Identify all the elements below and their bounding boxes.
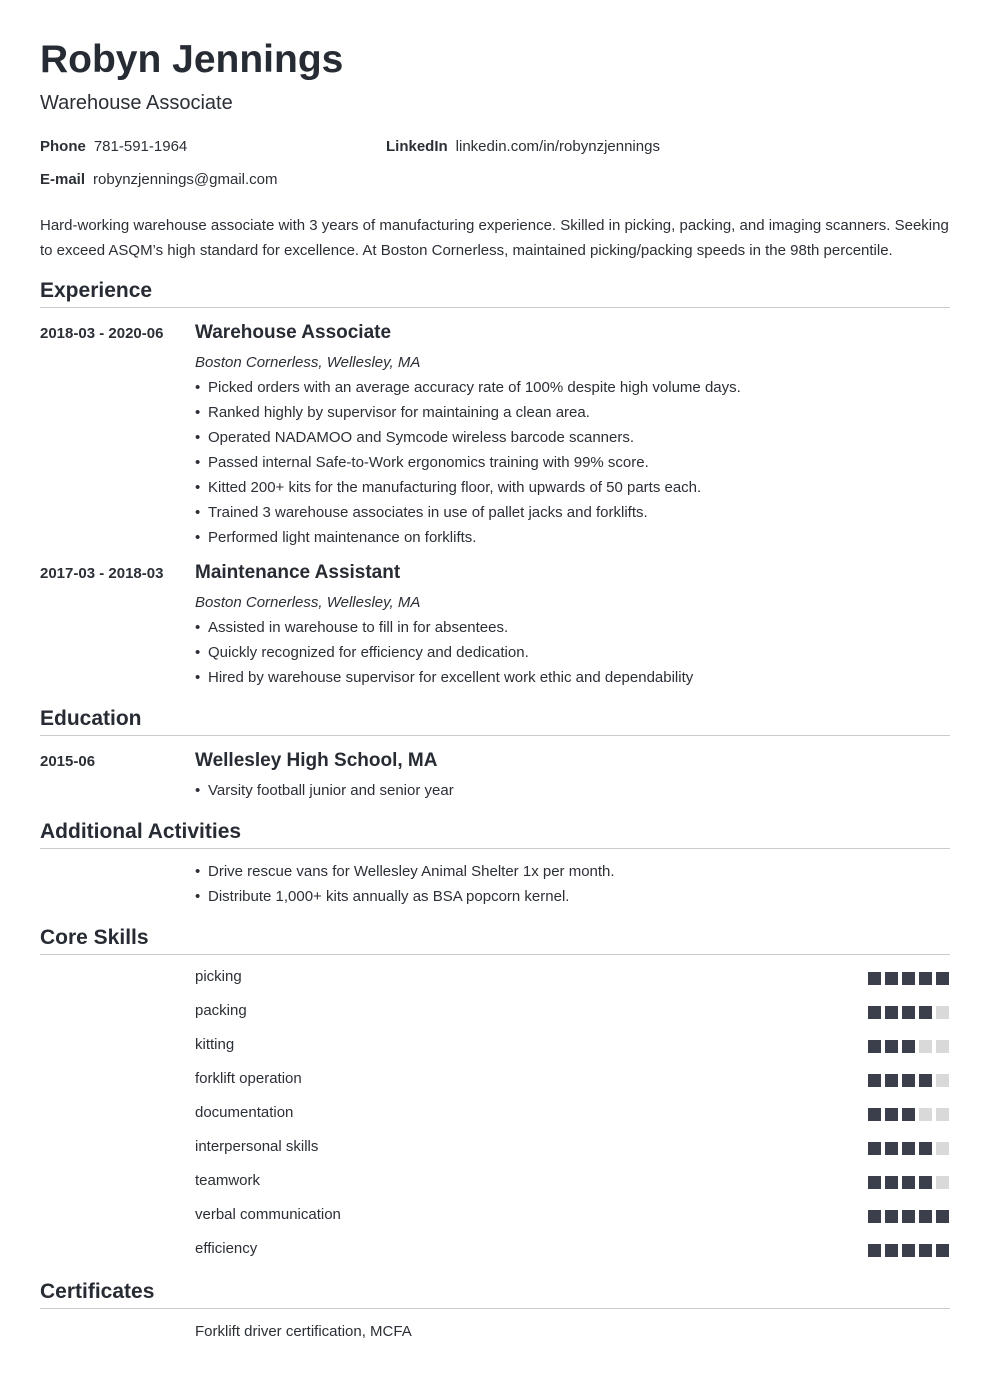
skill-name: forklift operation: [195, 1070, 302, 1087]
job-bullet: • Trained 3 warehouse associates in use of pallet jacks and forklifts.: [195, 500, 935, 525]
contact-email: [40, 171, 278, 189]
rating-square-filled: [868, 1176, 881, 1189]
rating-square-filled: [885, 1040, 898, 1053]
skill-row: [195, 1237, 950, 1271]
skill-rating: [868, 1040, 949, 1053]
skill-rating: [868, 1142, 949, 1155]
job-bullet: • Operated NADAMOO and Symcode wireless barcode scanners.: [195, 425, 935, 450]
rating-square-filled: [902, 1074, 915, 1087]
skill-name: verbal communication: [195, 1206, 341, 1223]
certificate-item: Forklift driver certification, MCFA: [195, 1323, 412, 1340]
rating-square-empty: [919, 1108, 932, 1121]
rating-square-filled: [868, 1244, 881, 1257]
rating-square-filled: [936, 972, 949, 985]
skill-rating: [868, 1006, 949, 1019]
skill-row: [195, 1067, 950, 1101]
rating-square-filled: [919, 1074, 932, 1087]
section-title-education: Education: [40, 707, 142, 730]
candidate-name: Robyn Jennings: [40, 38, 344, 81]
job-title: Warehouse Associate: [195, 322, 392, 343]
rating-square-filled: [919, 1210, 932, 1223]
job-title: Maintenance Assistant: [195, 562, 401, 583]
skill-name: teamwork: [195, 1172, 261, 1189]
rating-square-filled: [885, 1006, 898, 1019]
rating-square-filled: [885, 1142, 898, 1155]
rating-square-filled: [936, 1210, 949, 1223]
job-dates: 2018-03 - 2020-06: [40, 325, 164, 342]
rating-square-empty: [919, 1040, 932, 1053]
rating-square-filled: [902, 1210, 915, 1223]
job-bullet: • Performed light maintenance on forklifts.: [195, 525, 935, 550]
rating-square-filled: [868, 972, 881, 985]
skill-name: efficiency: [195, 1240, 258, 1257]
rating-square-filled: [868, 1040, 881, 1053]
summary-paragraph: Hard-working warehouse associate with 3 years of manufacturing experience. Skilled in picking, packing, and imaging scanners. Seeking to exceed ASQM’s high standard for excellence. At Boston Cornerless, maintained picking/packing speeds in the 98th percentile.: [40, 217, 949, 259]
section-title-certificates: Certificates: [40, 1280, 155, 1303]
job-bullet: • Passed internal Safe-to-Work ergonomics training with 99% score.: [195, 450, 935, 475]
rating-square-filled: [868, 1210, 881, 1223]
rating-square-filled: [885, 972, 898, 985]
email-link[interactable]: robynzjennings@gmail.com: [93, 171, 278, 188]
rating-square-filled: [919, 1006, 932, 1019]
rating-square-empty: [936, 1006, 949, 1019]
rating-square-filled: [936, 1244, 949, 1257]
linkedin-link[interactable]: linkedin.com/in/robynzjennings: [455, 138, 660, 155]
job-bullet: • Kitted 200+ kits for the manufacturing floor, with upwards of 50 parts each.: [195, 475, 935, 500]
rating-square-filled: [902, 1006, 915, 1019]
rating-square-filled: [885, 1210, 898, 1223]
skill-row: [195, 1203, 950, 1237]
skill-name: kitting: [195, 1036, 235, 1053]
contact-phone: [40, 138, 187, 156]
linkedin-label: LinkedIn: [386, 138, 448, 155]
section-divider: [40, 848, 950, 849]
skill-rating: [868, 1176, 949, 1189]
rating-square-filled: [902, 972, 915, 985]
activities-bullet-list: [195, 859, 935, 909]
education-bullet: • Varsity football junior and senior year: [195, 778, 935, 803]
section-title-experience: Experience: [40, 279, 153, 302]
rating-square-filled: [902, 1244, 915, 1257]
rating-square-filled: [902, 1176, 915, 1189]
contact-linkedin: [386, 138, 660, 156]
email-label: E-mail: [40, 171, 86, 188]
rating-square-filled: [885, 1108, 898, 1121]
phone-value: 781-591-1964: [93, 138, 188, 155]
rating-square-empty: [936, 1074, 949, 1087]
skill-row: [195, 1033, 950, 1067]
section-divider: [40, 307, 950, 308]
skill-rating: [868, 1210, 949, 1223]
skill-name: packing: [195, 1002, 247, 1019]
job-bullet-list: [195, 615, 935, 690]
skill-rating: [868, 972, 949, 985]
rating-square-empty: [936, 1040, 949, 1053]
rating-square-empty: [936, 1176, 949, 1189]
job-bullet: • Hired by warehouse supervisor for excellent work ethic and dependability: [195, 665, 935, 690]
skill-rating: [868, 1108, 949, 1121]
skill-row: [195, 999, 950, 1033]
skill-name: interpersonal skills: [195, 1138, 319, 1155]
skill-rating: [868, 1244, 949, 1257]
section-divider: [40, 954, 950, 955]
section-title-activities: Additional Activities: [40, 820, 242, 843]
job-bullet-list: [195, 375, 935, 550]
skill-name: documentation: [195, 1104, 294, 1121]
skills-list: [195, 965, 950, 1271]
rating-square-filled: [868, 1006, 881, 1019]
education-school: Wellesley High School, MA: [195, 750, 438, 771]
job-organization: Boston Cornerless, Wellesley, MA: [195, 354, 421, 371]
rating-square-filled: [885, 1176, 898, 1189]
job-dates: 2017-03 - 2018-03: [40, 565, 164, 582]
rating-square-filled: [902, 1142, 915, 1155]
skill-row: [195, 1101, 950, 1135]
rating-square-filled: [902, 1040, 915, 1053]
job-bullet: • Assisted in warehouse to fill in for absentees.: [195, 615, 935, 640]
skill-row: [195, 965, 950, 999]
section-divider: [40, 1308, 950, 1309]
rating-square-filled: [868, 1108, 881, 1121]
rating-square-filled: [868, 1142, 881, 1155]
skill-row: [195, 1169, 950, 1203]
rating-square-filled: [885, 1244, 898, 1257]
rating-square-filled: [868, 1074, 881, 1087]
rating-square-empty: [936, 1108, 949, 1121]
job-bullet: • Quickly recognized for efficiency and dedication.: [195, 640, 935, 665]
rating-square-filled: [919, 1142, 932, 1155]
job-bullet: • Ranked highly by supervisor for maintaining a clean area.: [195, 400, 935, 425]
section-title-skills: Core Skills: [40, 926, 149, 949]
rating-square-filled: [919, 1244, 932, 1257]
skill-rating: [868, 1074, 949, 1087]
rating-square-filled: [919, 1176, 932, 1189]
skill-name: picking: [195, 968, 242, 985]
activity-bullet: • Drive rescue vans for Wellesley Animal Shelter 1x per month.: [195, 859, 935, 884]
section-divider: [40, 735, 950, 736]
rating-square-filled: [902, 1108, 915, 1121]
rating-square-filled: [919, 972, 932, 985]
skill-row: [195, 1135, 950, 1169]
activity-bullet: • Distribute 1,000+ kits annually as BSA popcorn kernel.: [195, 884, 935, 909]
rating-square-filled: [885, 1074, 898, 1087]
education-date: 2015-06: [40, 753, 96, 770]
job-bullet: • Picked orders with an average accuracy rate of 100% despite high volume days.: [195, 375, 935, 400]
candidate-role: Warehouse Associate: [40, 92, 233, 114]
education-bullet-list: [195, 778, 935, 803]
phone-label: Phone: [40, 138, 86, 155]
rating-square-empty: [936, 1142, 949, 1155]
job-organization: Boston Cornerless, Wellesley, MA: [195, 594, 421, 611]
